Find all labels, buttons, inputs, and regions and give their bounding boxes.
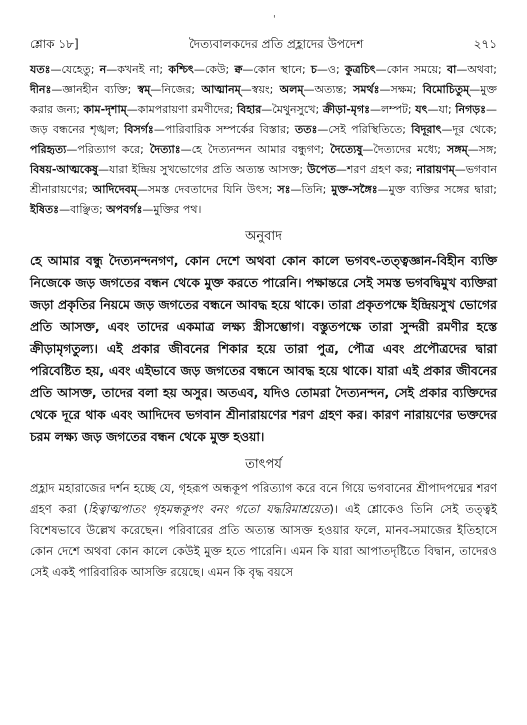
synonym-word: কুত্রচিৎ: [344, 63, 376, 76]
synonym-meaning: —হে দৈত্যনন্দন আমার বন্ধুগণ;: [180, 143, 331, 156]
synonym-word: নিগড়ঃ: [455, 103, 486, 116]
synonym-meaning: —জ্ঞানহীন ব্যক্তি;: [51, 83, 138, 96]
synonym-word: ইষিতঃ: [30, 203, 60, 216]
synonym-meaning: —মুক্তির পথ।: [142, 203, 202, 216]
book-page: [30, 14, 497, 583]
synonym-meaning: —যেহেতু;: [50, 63, 100, 76]
synonym-word: আত্মানম্: [201, 83, 241, 96]
synonym-meaning: —যা;: [427, 103, 456, 116]
purport-text-part-2: )। এই শ্লোকেও তিনি সেই তত্ত্বই বিশেষভাবে উল্লেখ করেছেন। পরিবারের প্রতি অত্যন্ত আসক্ত হওয়ার ফলে, মানব-সমাজের ইতিহাসে কোন দেশে অথবা কোন কালে কেউই মুক্ত হতে পারেনি। এমন কি যারা আপাতদৃষ্টিতে বিদ্বান, তাদেরও সেই একই পারিবারিক আসক্তি রয়েছে। এমন কি বৃদ্ধ বয়সে: [30, 502, 497, 579]
synonym-word: বিহার: [237, 103, 262, 116]
synonym-word: যৎ: [415, 103, 428, 116]
synonym-word: বিমোচিতুম্: [422, 83, 470, 96]
synonym-word: বিষয়-আত্মকেষু: [30, 163, 98, 176]
synonym-word: বিসর্গঃ: [124, 123, 154, 136]
translation-heading: অনুবাদ: [245, 229, 282, 244]
purport-text: [30, 478, 497, 583]
synonym-word: কশ্চিৎ: [168, 63, 194, 76]
synonym-meaning: —কেউ;: [193, 63, 235, 76]
synonym-word: মুক্ত-সঙ্গৈঃ: [331, 183, 378, 196]
synonym-meaning: —নিজের;: [150, 83, 202, 96]
chapter-title: দৈত্যবালকদের প্রতি প্রহ্লাদের উপদেশ: [188, 37, 364, 51]
synonym-word: সমর্থঃ: [353, 83, 380, 96]
word-for-word-synonyms: [30, 60, 497, 220]
synonym-meaning: —ও;: [316, 63, 345, 76]
synonym-meaning: —মৈথুনসুখে;: [261, 103, 323, 116]
synonym-word: ন: [99, 63, 107, 76]
synonym-meaning: —যারা ইন্দ্রিয় সুখভোগের প্রতি অত্যন্ত আসক্ত;: [98, 163, 308, 176]
synonym-meaning: —কোন সময়ে;: [375, 63, 447, 76]
synonym-meaning: —কখনই না;: [106, 63, 169, 76]
synonym-word: দৈত্যেষু: [330, 143, 363, 156]
synonym-meaning: —লম্পট;: [369, 103, 416, 116]
synonym-word: অপবর্গঃ: [106, 203, 143, 216]
synonym-word: যতঃ: [30, 63, 51, 76]
synonym-word: কাম-দৃশাম্: [83, 103, 127, 116]
synonym-meaning: —শরণ গ্রহণ কর;: [335, 163, 417, 176]
synonym-meaning: —অথবা;: [456, 63, 497, 76]
purport-heading: তাৎপর্য: [245, 457, 282, 472]
synonym-word: বা: [447, 63, 457, 76]
synonym-word: পরিহৃত্য: [30, 143, 67, 156]
synonym-meaning: —অত্যন্ত;: [303, 83, 354, 96]
synonym-word: সঃ: [277, 183, 291, 196]
synonym-meaning: —কামপরায়ণা রমণীদের;: [126, 103, 237, 116]
synonym-meaning: —স্বয়ং;: [240, 83, 280, 96]
synonym-word: ততঃ: [295, 123, 318, 136]
synonym-meaning: —ভগবান শ্রীনারায়ণের;: [30, 163, 498, 196]
synonym-word: ক্রীড়া-মৃগঃ: [322, 103, 370, 116]
print-mark: ': [273, 14, 276, 25]
synonym-meaning: —সঙ্গ;: [467, 143, 497, 156]
translation-text: হে আমার বন্ধু দৈত্যনন্দনগণ, কোন দেশে অথবা কোন কালে ভগবৎ-তত্ত্বজ্ঞান-বিহীন ব্যক্তি নিজেকে জড় জগতের বন্ধন থেকে মুক্ত করতে পারেনি। পক্ষান্তরে সেই সমস্ত ভগবদ্বিমুখ ব্যক্তিরা জড়া প্রকৃতির নিয়মে জড় জগতের বন্ধনে আবদ্ধ হয়ে থাকে। তারা প্রকৃতপক্ষে ইন্দ্রিয়সুখ ভোগের প্রতি আসক্ত, এবং তাদের একমাত্র লক্ষ্য স্ত্রীসম্ভোগ। বস্তুতপক্ষে তারা সুন্দরী রমণীর হস্তে ক্রীড়ামৃগতুল্য। এই প্রকার জীবনের শিকার হয়ে তারা পুত্র, পৌত্র এবং প্রপৌত্রদের দ্বারা পরিবেষ্টিত হয়, এবং এইভাবে জড় জগতের বন্ধনে আবদ্ধ হয়ে থাকে। যারা এই প্রকার জীবনের প্রতি আসক্ত, তাদের বলা হয় অসুর। অতএব, যদিও তোমরা দৈত্যনন্দন, সেই প্রকার ব্যক্তিদের থেকে দূরে থাক এবং আদিদেব ভগবান শ্রীনারায়ণের শরণ গ্রহণ কর। কারণ নারায়ণের ভক্তদের চরম লক্ষ্য জড় জগতের বন্ধন থেকে মুক্ত হওয়া।: [30, 253, 497, 444]
purport-text-part-1: প্রহ্লাদ মহারাজের দর্শন হচ্ছে যে, গৃহরূপ অন্ধকূপ পরিত্যাগ করে বনে গিয়ে ভগবানের শ্রীপাদপদ্মের শরণ গ্রহণ করা (: [30, 481, 497, 516]
synonym-meaning: —দূর থেকে;: [441, 123, 497, 136]
running-header: [30, 36, 497, 52]
synonym-meaning: —কোন স্থানে;: [242, 63, 311, 76]
synonym-word: চ: [310, 63, 317, 76]
synonym-word: উপেত: [307, 163, 336, 176]
synonym-meaning: —মুক্ত করার জন্য;: [30, 83, 497, 116]
page-number: ২৭১: [473, 37, 497, 51]
synonym-meaning: —সমস্ত দেবতাদের যিনি উৎস;: [136, 183, 278, 196]
synonym-meaning: —দৈত্যদের মধ্যে;: [362, 143, 448, 156]
synonym-meaning: —সক্ষম;: [379, 83, 423, 96]
synonym-meaning: —মুক্ত ব্যক্তির সঙ্গের দ্বারা;: [377, 183, 497, 196]
synonym-meaning: —জড় বন্ধনের শৃঙ্খল;: [30, 103, 497, 136]
synonym-word: দৈত্যাঃ: [149, 143, 181, 156]
synonym-meaning: —সেই পরিস্থিতিতে;: [317, 123, 412, 136]
verse-reference: শ্লোক ১৮]: [30, 37, 79, 51]
synonym-word: সঙ্গম্: [447, 143, 468, 156]
synonym-meaning: —বাঞ্ছিত;: [59, 203, 107, 216]
synonym-word: স্বম্: [137, 83, 151, 96]
purport-quote: হিত্বাত্মপাতং গৃহমন্ধকূপং বনং গতো যদ্ধরিমাশ্রয়েত: [88, 502, 330, 516]
synonym-word: ক্ব: [234, 63, 243, 76]
synonym-word: বিদূরাৎ: [411, 123, 442, 136]
synonym-meaning: —তিনি;: [290, 183, 332, 196]
synonym-word: আদিদেবম্: [92, 183, 137, 196]
synonym-meaning: —পরিত্যাগ করে;: [66, 143, 150, 156]
synonym-meaning: —পারিবারিক সম্পর্কের বিস্তার;: [153, 123, 296, 136]
synonym-word: নারায়ণম্: [416, 163, 455, 176]
synonym-word: দীনঃ: [30, 83, 52, 96]
synonym-word: অলম্: [279, 83, 304, 96]
